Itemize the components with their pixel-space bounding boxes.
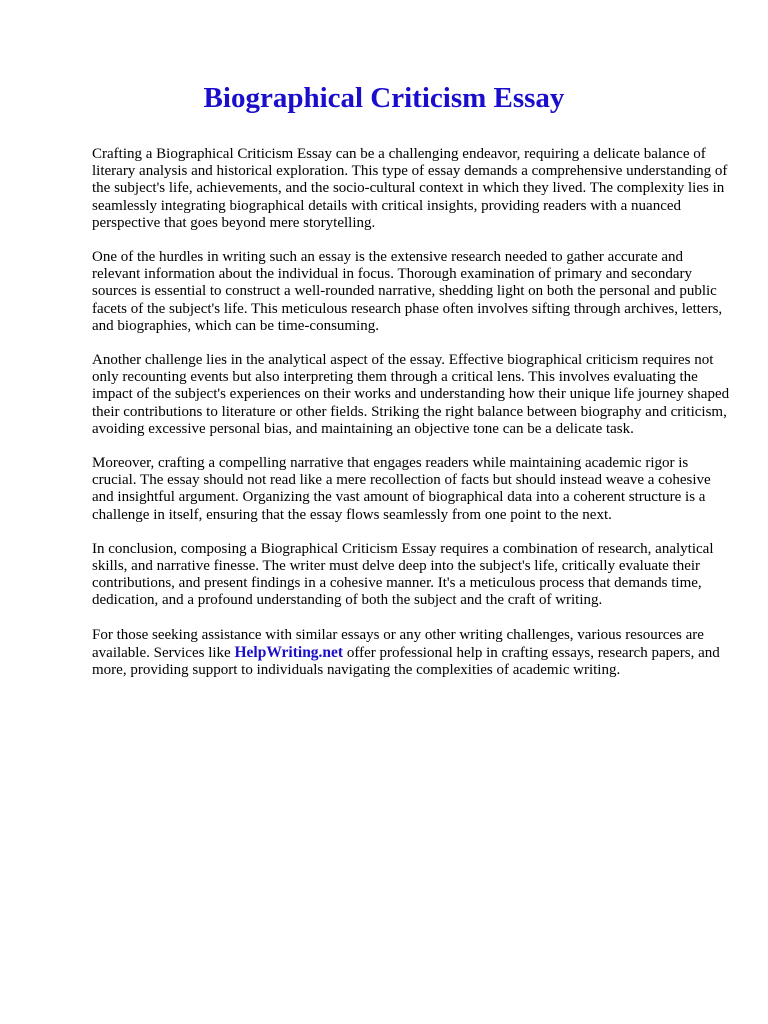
paragraph-resources xyxy=(92,627,732,680)
helpwriting-link[interactable]: HelpWriting.net xyxy=(234,643,344,661)
essay-body xyxy=(92,146,732,696)
paragraph-intro: Crafting a Biographical Criticism Essay can be a challenging endeavor, requiring a delicate balance of literary analysis and historical exploration. This type of essay demands a comprehensive understanding of the subject's life, achievements, and the socio-cultural context in which they lived. The complexity lies in seamlessly integrating biographical details with critical insights, providing readers with a nuanced perspective that goes beyond mere storytelling. xyxy=(92,146,728,231)
paragraph-conclusion: In conclusion, composing a Biographical Criticism Essay requires a combination of research, analytical skills, and narrative finesse. The writer must delve deep into the subject's life, critically evaluate their contributions, and present findings in a cohesive manner. It's a meticulous process that demands time, dedication, and a profound understanding of both the subject and the craft of writing. xyxy=(92,540,714,609)
resources-text-before-link: For those seeking assistance with similar essays or any other writing challenges, various resources are available. Services like xyxy=(92,626,704,661)
paragraph-research: One of the hurdles in writing such an essay is the extensive research needed to gather accurate and relevant information about the individual in focus. Thorough examination of primary and secondary sources is essential to construct a well-rounded narrative, shedding light on both the personal and public facets of the subject's life. This meticulous research phase often involves sifting through archives, letters, and biographies, which can be time-consuming. xyxy=(92,249,723,334)
paragraph-narrative: Moreover, crafting a compelling narrative that engages readers while maintaining academic rigor is crucial. The essay should not read like a mere recollection of facts but should instead weave a cohesive and insightful argument. Organizing the vast amount of biographical data into a coherent structure is a challenge in itself, ensuring that the essay flows seamlessly from one point to the next. xyxy=(92,455,711,523)
page-title: Biographical Criticism Essay xyxy=(203,82,565,114)
paragraph-analysis: Another challenge lies in the analytical aspect of the essay. Effective biographical criticism requires not only recounting events but also interpreting them through a critical lens. This involves evaluating the impact of the subject's experiences on their works and understanding how their unique life journey shaped their contributions to literature or other fields. Striking the right balance between biography and criticism, avoiding excessive personal bias, and maintaining an objective tone can be a delicate task. xyxy=(92,352,730,437)
resources-text-after-link: offer professional help in crafting essays, research papers, and more, providing support to individuals navigating the complexities of academic writing. xyxy=(92,644,720,679)
